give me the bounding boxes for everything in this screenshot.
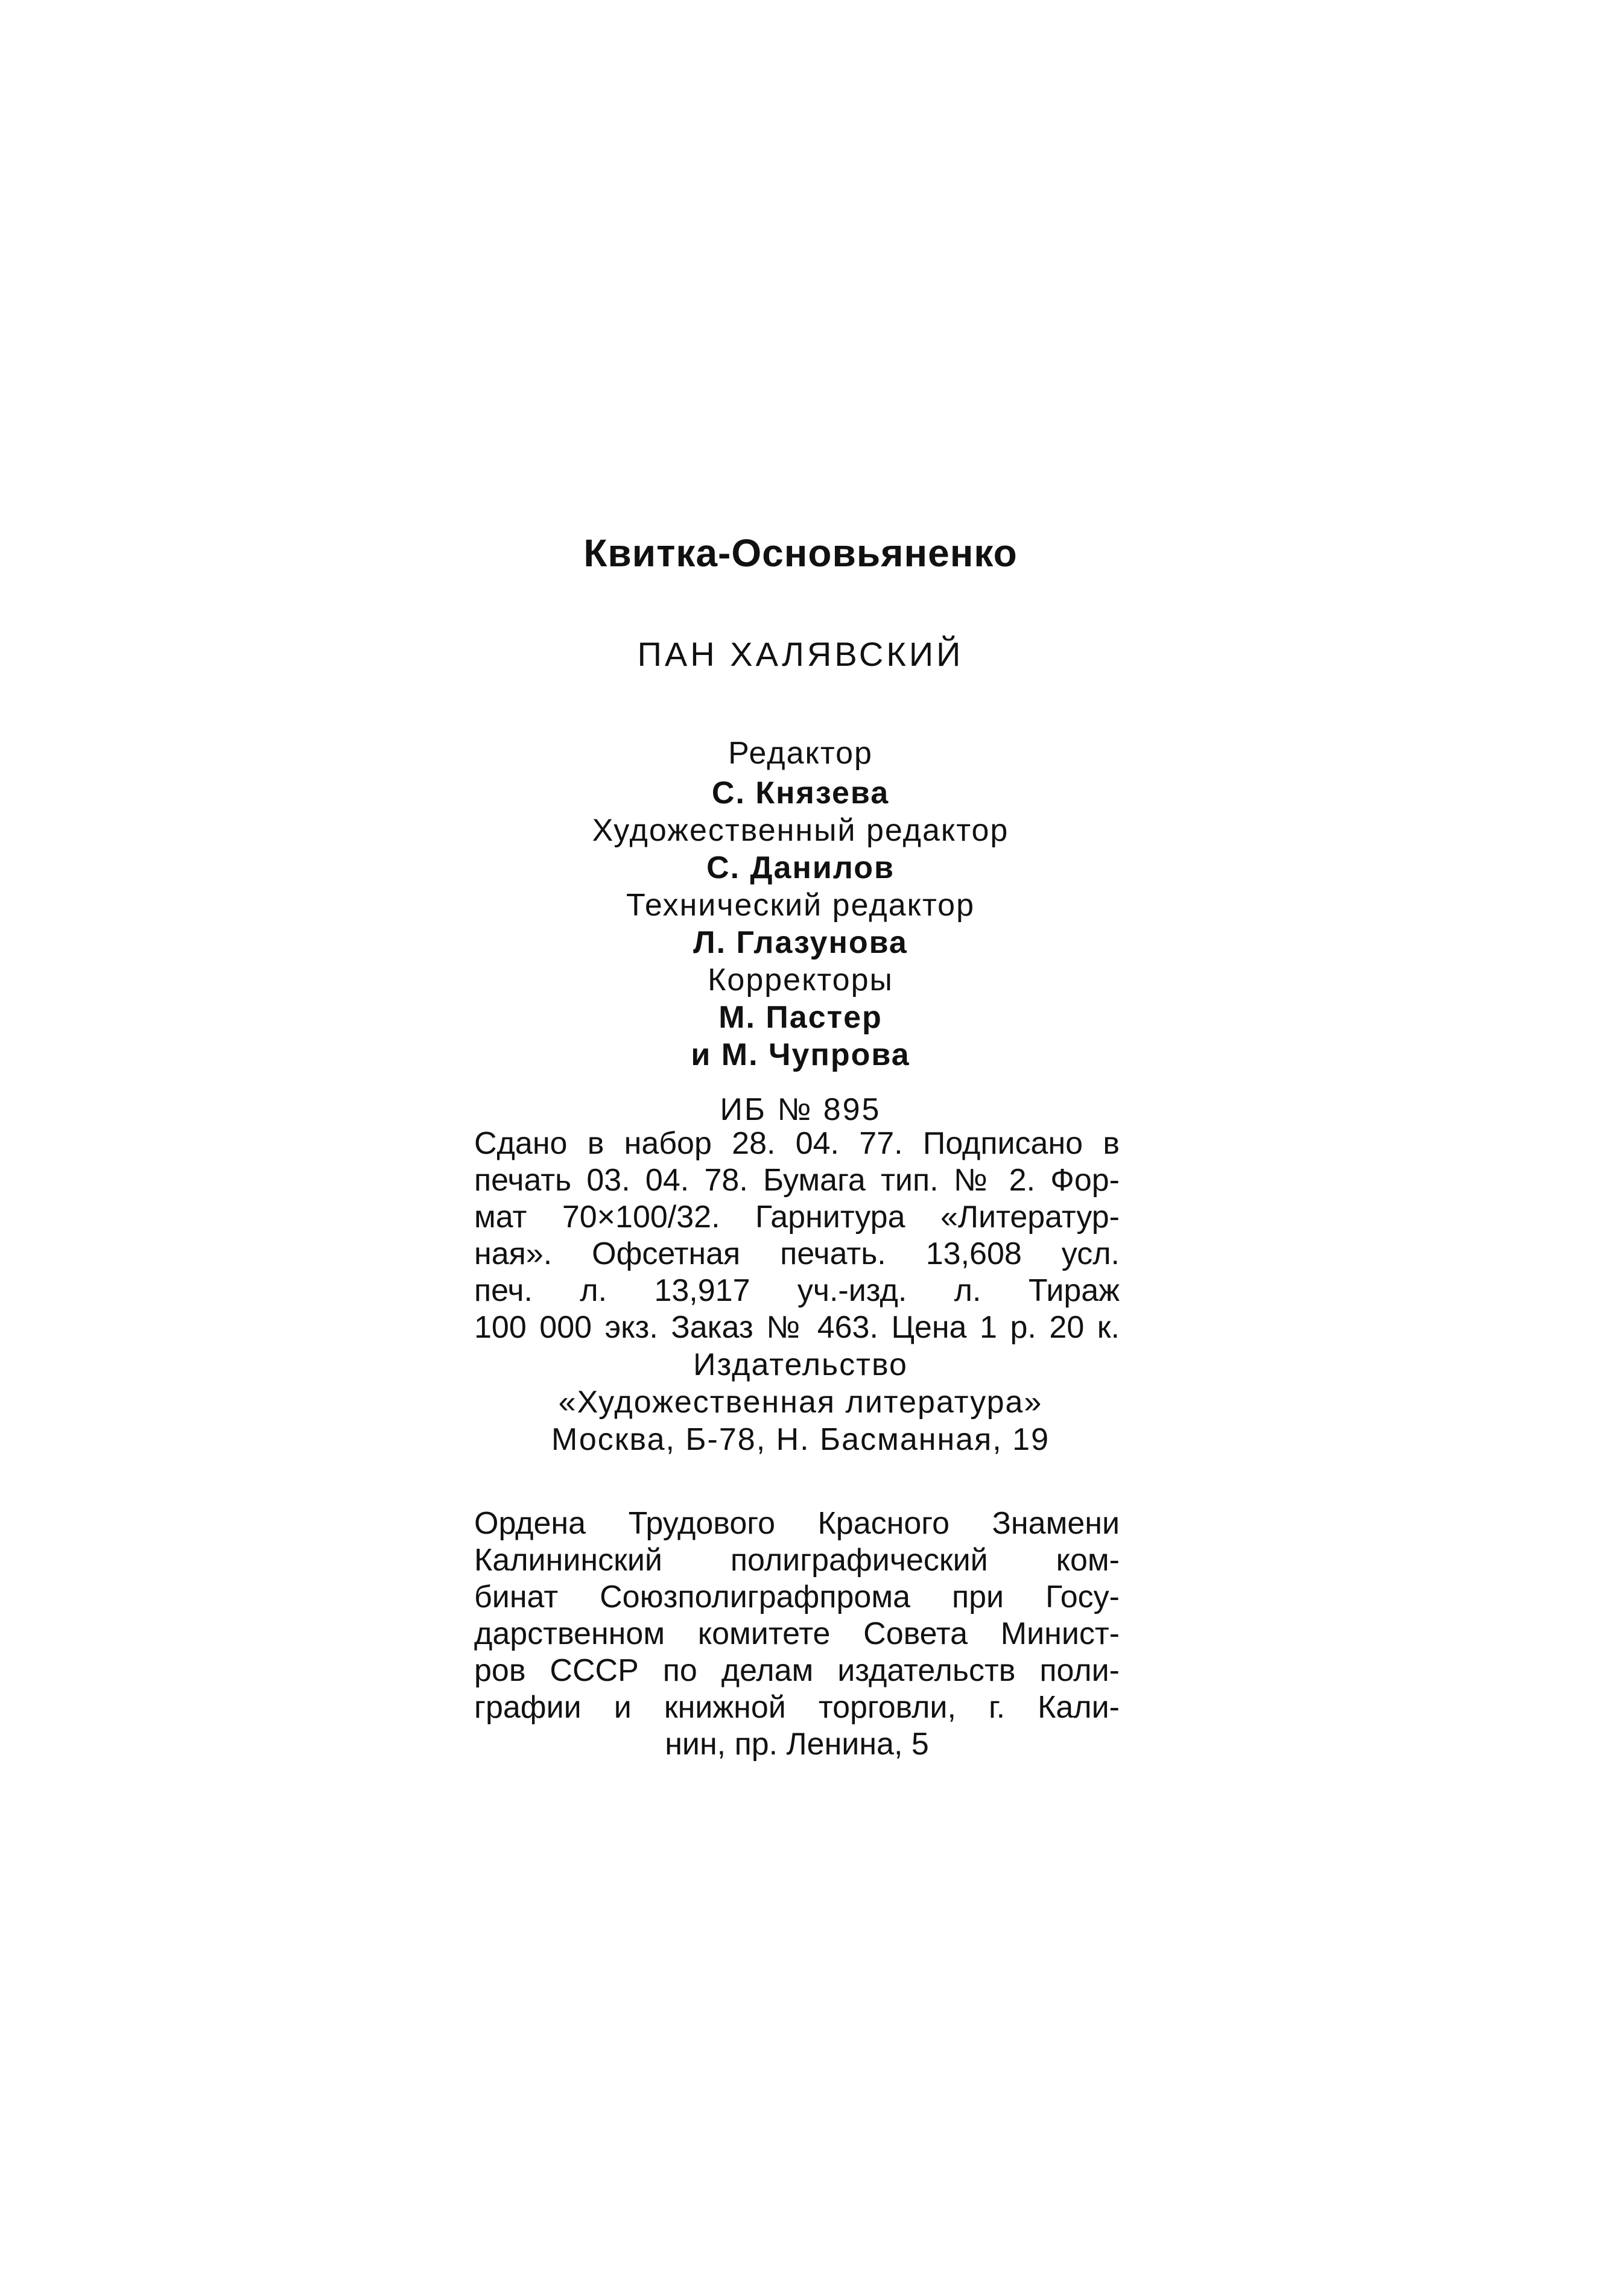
print-details-line: Сдано в набор 28. 04. 77. Подписано в [474,1126,1120,1161]
print-details-line: мат 70×100/32. Гарнитура «Литератур- [474,1200,1120,1235]
print-details-line: 100 000 экз. Заказ № 463. Цена 1 р. 20 к. [474,1310,1120,1345]
editor-role: Редактор [728,736,873,771]
publisher-name: «Художественная литература» [558,1385,1043,1420]
art-editor-role: Художественный редактор [592,813,1009,848]
proofreader-1: М. Пастер [718,1000,883,1035]
proofreader-2: и М. Чупрова [691,1037,910,1072]
printer-line: Калининский полиграфический ком- [474,1543,1120,1578]
printer-line: ров СССР по делам издательств поли- [474,1653,1120,1688]
tech-editor-name: Л. Глазунова [693,925,908,960]
printer-line: нин, пр. Ленина, 5 [665,1727,929,1762]
proofreaders-role: Корректоры [708,963,893,998]
publisher-label: Издательство [693,1347,908,1382]
publisher-address: Москва, Б-78, Н. Басманная, 19 [551,1422,1050,1457]
printer-line: графии и книжной торговли, г. Кали- [474,1690,1120,1725]
print-details-line: печ. л. 13,917 уч.-изд. л. Тираж [474,1273,1120,1308]
ib-number: ИБ № 895 [720,1092,881,1127]
printer-line: бинат Союзполиграфпрома при Госу- [474,1580,1120,1614]
printer-line: дарственном комитете Совета Минист- [474,1616,1120,1651]
book-title: ПАН ХАЛЯВСКИЙ [637,635,964,673]
author-name: Квитка-Основьяненко [583,531,1018,575]
print-details [474,1125,1120,1346]
editor-name: С. Князева [711,776,890,811]
tech-editor-role: Технический редактор [626,888,975,923]
art-editor-name: С. Данилов [706,850,895,885]
publisher-block [0,1346,1601,1458]
print-details-line: ная». Офсетная печать. 13,608 усл. [474,1236,1120,1271]
print-details-line: печать 03. 04. 78. Бумага тип. № 2. Фор- [474,1163,1120,1198]
credits-block [0,735,1601,1074]
printer-details [474,1505,1120,1763]
printer-line: Ордена Трудового Красного Знамени [474,1506,1120,1541]
